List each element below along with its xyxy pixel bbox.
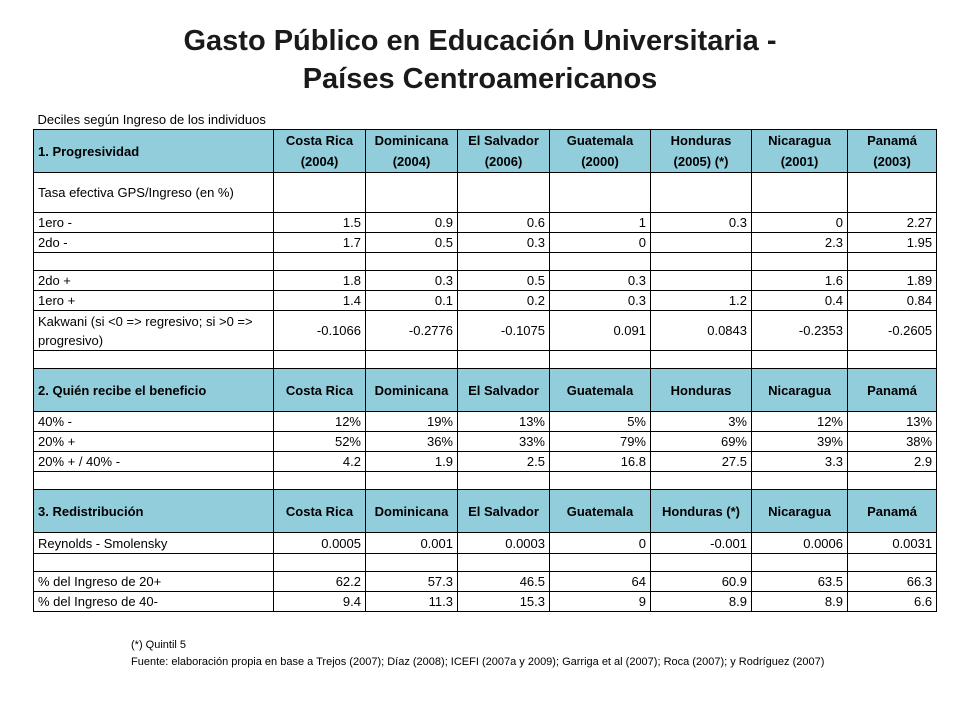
cell: 1.8 [274, 271, 366, 291]
cell: 0.0031 [848, 533, 937, 554]
cell: 0.001 [366, 533, 458, 554]
cell: 0.3 [366, 271, 458, 291]
header-cell: El Salvador [458, 490, 550, 533]
cell: 8.9 [752, 592, 848, 612]
table-row [34, 271, 937, 291]
header-cell: Costa Rica (2004) [274, 130, 366, 173]
table-row [34, 412, 937, 432]
cell: 9.4 [274, 592, 366, 612]
cell: 5% [550, 412, 651, 432]
cell: 79% [550, 432, 651, 452]
table-row [34, 233, 937, 253]
blank-row [34, 253, 937, 271]
row-label: % del Ingreso de 40- [34, 592, 274, 612]
cell: -0.1066 [274, 311, 366, 351]
row-label: Kakwani (si <0 => regresivo; si >0 => progresivo) [34, 311, 274, 351]
cell: 0.0843 [651, 311, 752, 351]
section1-header-row [34, 130, 937, 173]
row-label: 1ero + [34, 291, 274, 311]
cell: 1.7 [274, 233, 366, 253]
cell: 64 [550, 572, 651, 592]
cell: 0.9 [366, 213, 458, 233]
header-cell: Dominicana [366, 369, 458, 412]
header-cell: Guatemala [550, 490, 651, 533]
cell: 1 [550, 213, 651, 233]
cell: 1.89 [848, 271, 937, 291]
header-cell: Panamá [848, 369, 937, 412]
header-cell: Costa Rica [274, 490, 366, 533]
footnote-source: Fuente: elaboración propia en base a Trejos (2007); Díaz (2008); ICEFI (2007a y 2009); Garriga et al (2007); Roca (2007); y Rodríguez (2007) [131, 656, 825, 668]
header-cell: Nicaragua [752, 490, 848, 533]
cell: -0.1075 [458, 311, 550, 351]
cell: 11.3 [366, 592, 458, 612]
tasa-row [34, 173, 937, 213]
cell: 3% [651, 412, 752, 432]
cell: 0.5 [366, 233, 458, 253]
header-cell: Nicaragua (2001) [752, 130, 848, 173]
cell: 46.5 [458, 572, 550, 592]
cell: 12% [274, 412, 366, 432]
row-label: Tasa efectiva GPS/Ingreso (en %) [34, 173, 274, 213]
header-cell: Honduras [651, 369, 752, 412]
section3-header-row [34, 490, 937, 533]
cell: 2.9 [848, 452, 937, 472]
cell [651, 233, 752, 253]
blank-row [34, 472, 937, 490]
footnote-quintil: (*) Quintil 5 [131, 639, 187, 651]
row-label: 2do + [34, 271, 274, 291]
header-cell: Panamá (2003) [848, 130, 937, 173]
cell: 57.3 [366, 572, 458, 592]
cell: 27.5 [651, 452, 752, 472]
cell: 38% [848, 432, 937, 452]
cell: 0 [752, 213, 848, 233]
cell: 2.27 [848, 213, 937, 233]
blank-row [34, 351, 937, 369]
cell: 9 [550, 592, 651, 612]
cell: 66.3 [848, 572, 937, 592]
cell: 2.5 [458, 452, 550, 472]
caption-cell: Deciles según Ingreso de los individuos [34, 110, 937, 130]
cell: 0.3 [651, 213, 752, 233]
cell: 2.3 [752, 233, 848, 253]
cell [651, 271, 752, 291]
header-cell: Dominicana [366, 490, 458, 533]
cell: -0.2605 [848, 311, 937, 351]
cell: 33% [458, 432, 550, 452]
kakwani-row [34, 311, 937, 351]
cell: -0.001 [651, 533, 752, 554]
cell: 0.3 [458, 233, 550, 253]
cell: 0 [550, 233, 651, 253]
cell: 16.8 [550, 452, 651, 472]
header-cell: Guatemala [550, 369, 651, 412]
cell: 0.0003 [458, 533, 550, 554]
header-cell: El Salvador (2006) [458, 130, 550, 173]
header-cell: Nicaragua [752, 369, 848, 412]
cell: 3.3 [752, 452, 848, 472]
row-label: % del Ingreso de 20+ [34, 572, 274, 592]
cell: 0.5 [458, 271, 550, 291]
cell: 8.9 [651, 592, 752, 612]
cell: 4.2 [274, 452, 366, 472]
cell: 15.3 [458, 592, 550, 612]
cell: 1.4 [274, 291, 366, 311]
cell: -0.2776 [366, 311, 458, 351]
cell: 1.95 [848, 233, 937, 253]
cell: 13% [458, 412, 550, 432]
table-row [34, 213, 937, 233]
cell: 0.6 [458, 213, 550, 233]
footnotes [131, 637, 831, 671]
cell: 0.3 [550, 271, 651, 291]
cell: 0.0006 [752, 533, 848, 554]
row-label: 1ero - [34, 213, 274, 233]
cell: 36% [366, 432, 458, 452]
table-row [34, 572, 937, 592]
title-line-2: Países Centroamericanos [302, 63, 658, 95]
cell: 0.0005 [274, 533, 366, 554]
header-cell: Panamá [848, 490, 937, 533]
data-table [33, 110, 937, 612]
cell: 1.9 [366, 452, 458, 472]
section1-label: 1. Progresividad [34, 130, 274, 173]
page-title [0, 22, 960, 98]
section2-header-row [34, 369, 937, 412]
table-row [34, 291, 937, 311]
header-cell: Honduras (2005) (*) [651, 130, 752, 173]
cell: 0.3 [550, 291, 651, 311]
cell: 69% [651, 432, 752, 452]
header-cell: Costa Rica [274, 369, 366, 412]
cell: 62.2 [274, 572, 366, 592]
cell: 19% [366, 412, 458, 432]
caption-row [34, 110, 937, 130]
row-label: 40% - [34, 412, 274, 432]
cell: 1.6 [752, 271, 848, 291]
reynolds-row [34, 533, 937, 554]
header-cell: Dominicana (2004) [366, 130, 458, 173]
section2-label: 2. Quién recibe el beneficio [34, 369, 274, 412]
cell: 0 [550, 533, 651, 554]
row-label: 2do - [34, 233, 274, 253]
row-label: 20% + [34, 432, 274, 452]
title-line-1: Gasto Público en Educación Universitaria - [183, 25, 777, 57]
header-cell: El Salvador [458, 369, 550, 412]
cell: 63.5 [752, 572, 848, 592]
cell: 0.091 [550, 311, 651, 351]
cell: 12% [752, 412, 848, 432]
header-cell: Guatemala (2000) [550, 130, 651, 173]
cell: 13% [848, 412, 937, 432]
cell: 52% [274, 432, 366, 452]
cell: 0.84 [848, 291, 937, 311]
section3-label: 3. Redistribución [34, 490, 274, 533]
cell: 1.2 [651, 291, 752, 311]
row-label: 20% + / 40% - [34, 452, 274, 472]
blank-row [34, 554, 937, 572]
cell: 39% [752, 432, 848, 452]
table-row [34, 432, 937, 452]
cell: 0.2 [458, 291, 550, 311]
cell: 1.5 [274, 213, 366, 233]
cell: 60.9 [651, 572, 752, 592]
header-cell: Honduras (*) [651, 490, 752, 533]
cell: 6.6 [848, 592, 937, 612]
row-label: Reynolds - Smolensky [34, 533, 274, 554]
table-row [34, 592, 937, 612]
table-row [34, 452, 937, 472]
cell: 0.1 [366, 291, 458, 311]
cell: 0.4 [752, 291, 848, 311]
cell: -0.2353 [752, 311, 848, 351]
